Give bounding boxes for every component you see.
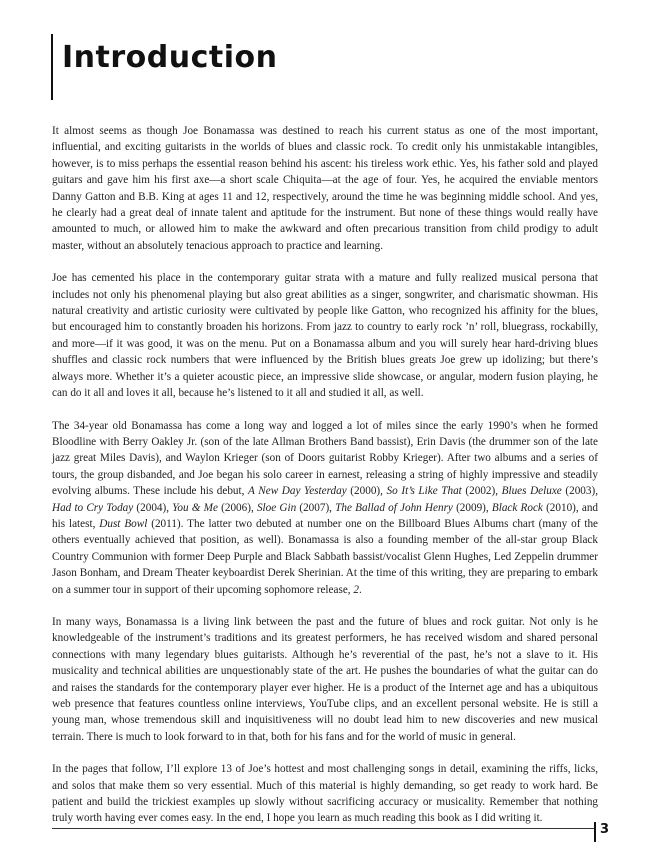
- text-run: It almost seems as though Joe Bonamassa was destined to reach his current status as one of the most important, influential, and exciting guitarists in the worlds of blues and classic rock. To credit only his unmistakable intangibles, however, is to miss perhaps the essential reason behind his ascent: his tireless work ethic. Yes, his father sold and played guitars and gave him his first axe—a short scale Chiquita—at the age of four. Yes, he acquired the enviable mentors Danny Gatton and B.B. King at ages 11 and 12, respectively, around the time he was beginning middle school. And yes, he clearly had a great deal of innate talent and aptitude for the instrument. But none of these things would really have amounted to much, or allowed him to make the awkward and often precarious transition from child prodigy to adult master, without an absolutely tenacious approach to practice and learning.: [52, 125, 598, 252]
- footer-tick: [594, 822, 596, 842]
- paragraph: [52, 761, 598, 827]
- title-rule: [51, 34, 53, 100]
- italic-title: So It’s Like That: [386, 485, 462, 498]
- paragraph: [52, 270, 598, 401]
- text-run: (2006),: [217, 501, 257, 514]
- text-run: Joe has cemented his place in the contemporary guitar strata with a mature and fully realized musical persona that includes not only his phenomenal playing but also great abilities as a singer, songwriter, and charismatic showman. His natural creativity and artistic curiosity were cultivated by people like Gatton, who recognized his affinity for the blues, but encouraged him to constantly broaden his horizons. From jazz to country to early rock ’n’ roll, bluegrass, rockabilly, and more—if it was good, it was on the menu. Put on a Bonamassa album and you will surely hear hard-driving blues shuffles and classic rock numbers that were influenced by the British blues greats Joe grew up idolizing; but there’s always more. Whether it’s a quieter acoustic piece, an impressive slide showcase, or angular, modern fusion playing, he can do it all and loves it all, because he’s listened to it all and studied it all, as well.: [52, 272, 598, 400]
- paragraph: [52, 123, 598, 254]
- italic-title: Dust Bowl: [99, 517, 148, 530]
- page-title: Introduction: [62, 40, 278, 75]
- footer-rule: [52, 828, 594, 829]
- text-run: (2002),: [461, 485, 502, 498]
- italic-title: Had to Cry Today: [52, 501, 134, 514]
- italic-title: Blues Deluxe: [501, 485, 562, 498]
- text-run: (2007),: [296, 501, 336, 514]
- text-run: (2004),: [133, 501, 173, 514]
- italic-title: 2: [353, 583, 359, 596]
- italic-title: Sloe Gin: [256, 501, 297, 514]
- text-run: The 34-year old Bonamassa has come a long way and logged a lot of miles since the early 1990’s when he formed Bloodline with Berry Oakley Jr. (son of the late Allman Brothers Band bassist), Erin Davis (the drummer son of the late jazz great Miles Davis), and Waylon Krieger (son of Doors guitarist Robby Krieger). After two albums and a series of tours, the group disbanded, and Joe began his solo career in earnest, releasing a string of highly impressive and steadily evolving albums. These include his debut,: [52, 419, 598, 498]
- paragraph: [52, 418, 598, 598]
- text-run: (2000),: [346, 485, 387, 498]
- text-run: (2003),: [561, 485, 599, 498]
- text-run: In many ways, Bonamassa is a living link between the past and the future of blues and rock guitar. Not only is he knowledgeable of the instrument’s traditions and its greatest performers, he has received wisdom and shared personal connections with many legendary blues guitarists. Although he’s reverential of the past, he’s not a slave to it. His musicality and technical abilities are unquestionably state of the art. He pushes the boundaries of what the guitar can do and raises the standards for the contemporary player ever higher. He is a product of the Internet age and has a ubiquitous web presence that features countless online interviews, YouTube clips, and an excellent personal website. He is still a young man, whose tremendous skill and inquisitiveness will no doubt lead him to new discoveries and new musical terrain. There is much to look forward to in that, both for his fans and for the world of music in general.: [52, 615, 598, 743]
- body-text: [52, 123, 598, 843]
- paragraph: [52, 614, 598, 745]
- text-run: (2011). The latter two debuted at number one on the Billboard Blues Albums chart (many of the others eventually achieved that position, as well). Bonamassa is also a founding member of the all-star group Black Country Communion with former Deep Purple and Black Sabbath bassist/vocalist Glenn Hughes, Led Zeppelin drummer Jason Bonham, and Dream Theater keyboardist Derek Sherinian. At the time of this writing, they are preparing to embark on a summer tour in support of their upcoming sophomore release,: [52, 517, 599, 596]
- text-run: .: [358, 583, 362, 596]
- italic-title: Black Rock: [491, 501, 543, 514]
- page-number: 3: [600, 822, 610, 837]
- italic-title: A New Day Yesterday: [248, 485, 347, 498]
- text-run: (2009),: [452, 501, 492, 514]
- text-run: (2010), and his latest,: [52, 501, 599, 530]
- italic-title: You & Me: [172, 501, 218, 514]
- text-run: In the pages that follow, I’ll explore 13 of Joe’s hottest and most challenging songs in detail, examining the riffs, licks, and solos that make them so very essential. Much of this material is highly demanding, so get ready to work hard. Be patient and build the trickiest examples up slowly without sacrificing accuracy or musicality. Remember that nothing truly worth having ever comes easy. In the end, I hope you learn as much reading this book as I did writing it.: [52, 763, 598, 825]
- italic-title: The Ballad of John Henry: [335, 501, 453, 514]
